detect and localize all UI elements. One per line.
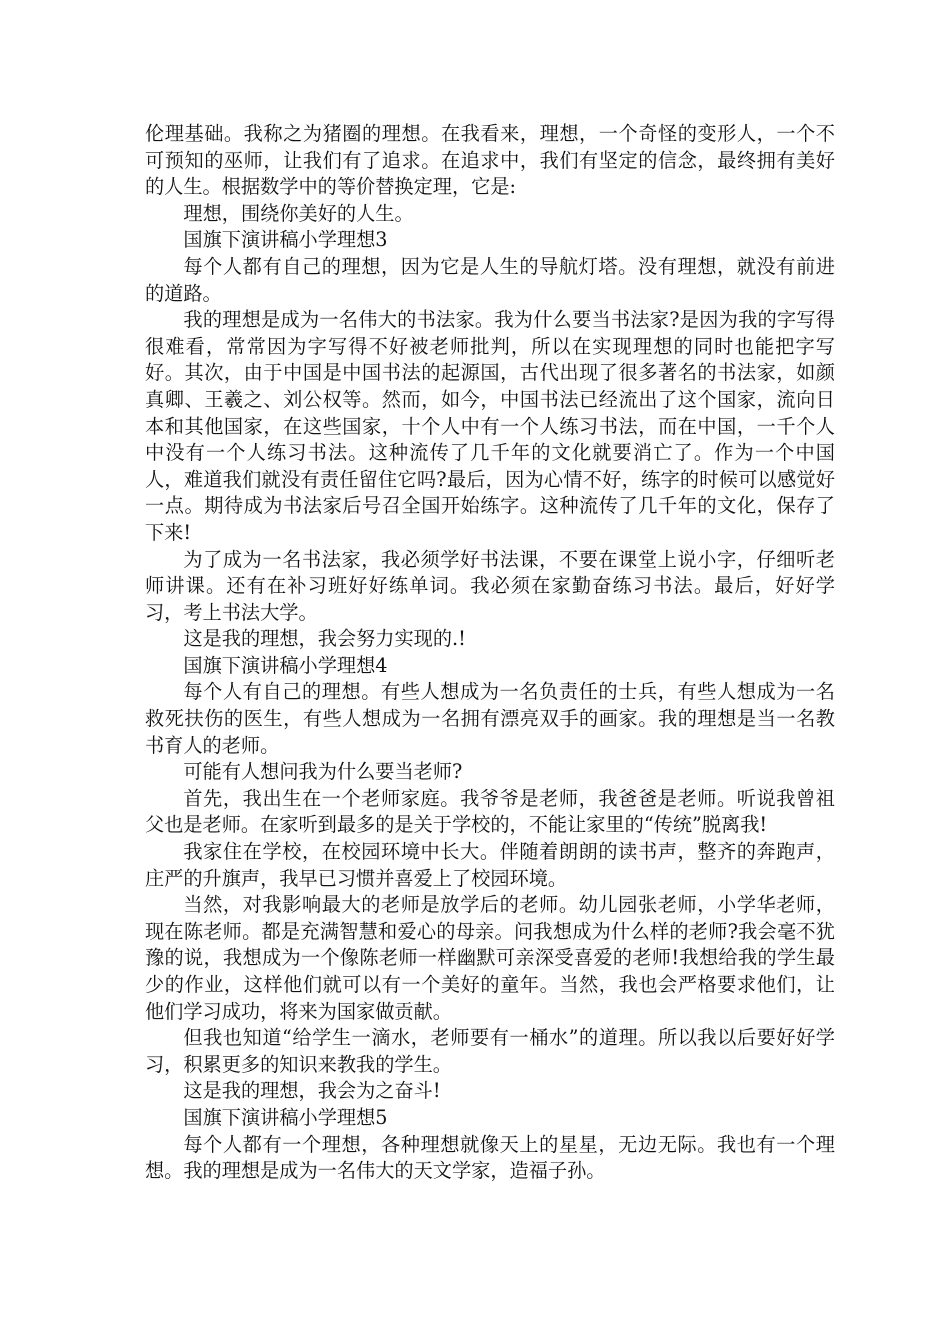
paragraph: 每个人有自己的理想。有些人想成为一名负责任的士兵，有些人想成为一名救死扶伤的医生，有些人想成为一名拥有漂亮双手的画家。我的理想是当一名教书育人的老师。 — [145, 680, 835, 757]
paragraph: 当然，对我影响最大的老师是放学后的老师。幼儿园张老师，小学华老师，现在陈老师。都是充满智慧和爱心的母亲。问我想成为什么样的老师?我会毫不犹豫的说，我想成为一个像陈老师一样幽默可亲深受喜爱的老师!我想给我的学生最少的作业，这样他们就可以有一个美好的童年。当然，我也会严格要求他们，让他们学习成功，将来为国家做贡献。 — [145, 893, 835, 1023]
paragraph: 首先，我出生在一个老师家庭。我爷爷是老师，我爸爸是老师。听说我曾祖父也是老师。在家听到最多的是关于学校的，不能让家里的“传统”脱离我! — [145, 786, 835, 837]
paragraph: 每个人都有自己的理想，因为它是人生的导航灯塔。没有理想，就没有前进的道路。 — [145, 254, 835, 305]
section-heading: 国旗下演讲稿小学理想4 — [183, 653, 388, 677]
paragraph: 可能有人想问我为什么要当老师? — [183, 760, 463, 784]
paragraph: 每个人都有一个理想，各种理想就像天上的星星，无边无际。我也有一个理想。我的理想是成为一名伟大的天文学家，造福子孙。 — [145, 1132, 835, 1183]
paragraph: 为了成为一名书法家，我必须学好书法课，不要在课堂上说小字，仔细听老师讲课。还有在补习班好好练单词。我必须在家勤奋练习书法。最后，好好学习，考上书法大学。 — [145, 547, 835, 624]
paragraph: 我家住在学校，在校园环境中长大。伴随着朗朗的读书声，整齐的奔跑声，庄严的升旗声，我早已习惯并喜爱上了校园环境。 — [145, 840, 835, 890]
paragraph: 这是我的理想，我会努力实现的.! — [183, 627, 466, 651]
paragraph: 伦理基础。我称之为猪圈的理想。在我看来，理想，一个奇怪的变形人，一个不可预知的巫师，让我们有了追求。在追求中，我们有坚定的信念，最终拥有美好的人生。根据数学中的等价替换定理，它是: — [145, 122, 835, 199]
paragraph: 但我也知道“给学生一滴水，老师要有一桶水”的道理。所以我以后要好好学习，积累更多的知识来教我的学生。 — [145, 1026, 835, 1076]
paragraph: 这是我的理想，我会为之奋斗! — [183, 1079, 441, 1103]
paragraph: 理想，围绕你美好的人生。 — [183, 201, 414, 225]
section-heading: 国旗下演讲稿小学理想5 — [183, 1105, 388, 1129]
section-heading: 国旗下演讲稿小学理想3 — [183, 228, 388, 252]
document-body — [145, 121, 835, 1185]
paragraph: 我的理想是成为一名伟大的书法家。我为什么要当书法家?是因为我的字写得很难看，常常因为字写得不好被老师批判，所以在实现理想的同时也能把字写好。其次，由于中国是中国书法的起源国，古代出现了很多著名的书法家，如颜真卿、王羲之、刘公权等。然而，如今，中国书法已经流出了这个国家，流向日本和其他国家，在这些国家，十个人中有一个人练习书法，而在中国，一千个人中没有一个人练习书法。这种流传了几千年的文化就要消亡了。作为一个中国人，难道我们就没有责任留住它吗?最后，因为心情不好，练字的时候可以感觉好一点。期待成为书法家后号召全国开始练字。这种流传了几千年的文化，保存了下来! — [145, 308, 835, 544]
